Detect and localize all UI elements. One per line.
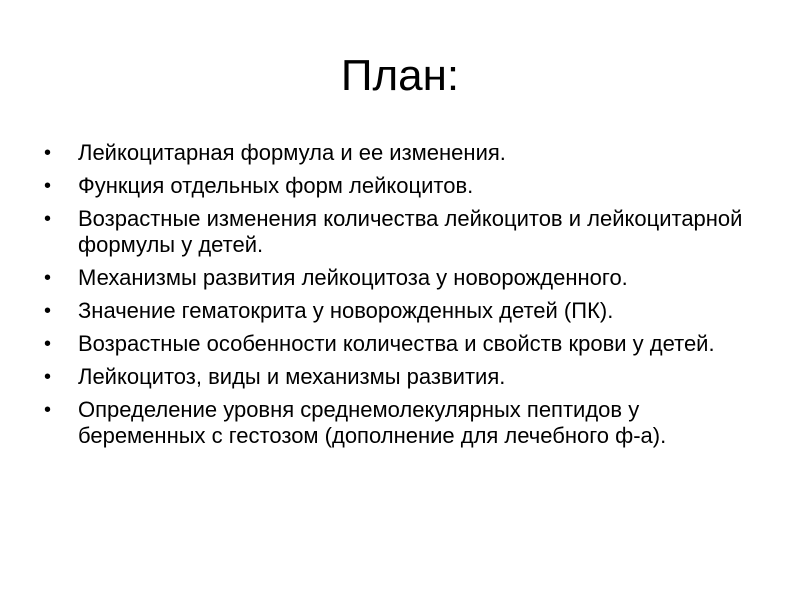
list-item <box>40 364 750 390</box>
list-item-text: Механизмы развития лейкоцитоза у новорожденного. <box>78 265 628 290</box>
bullet-icon: • <box>44 366 52 388</box>
bullet-icon: • <box>44 267 52 289</box>
list-item-text: Лейкоцитоз, виды и механизмы развития. <box>78 364 506 389</box>
list-item-text: Функция отдельных форм лейкоцитов. <box>78 173 474 198</box>
list-item <box>40 140 750 166</box>
list-item <box>40 206 750 258</box>
list-item <box>40 298 750 324</box>
bullet-icon: • <box>44 399 52 421</box>
list-item <box>40 265 750 291</box>
list-item <box>40 173 750 199</box>
list-item <box>40 331 750 357</box>
bullet-icon: • <box>44 175 52 197</box>
list-item-text: Определение уровня среднемолекулярных пептидов у беременных с гестозом (дополнение для лечебного ф-а). <box>78 397 667 448</box>
bullet-list <box>40 140 750 456</box>
list-item-text: Значение гематокрита у новорожденных детей (ПК). <box>78 298 614 323</box>
list-item <box>40 397 750 449</box>
list-item-text: Возрастные особенности количества и свойств крови у детей. <box>78 331 715 356</box>
slide-title: План: <box>340 51 460 100</box>
bullet-icon: • <box>44 333 52 355</box>
bullet-icon: • <box>44 208 52 230</box>
list-item-text: Возрастные изменения количества лейкоцитов и лейкоцитарной формулы у детей. <box>78 206 743 257</box>
list-item-text: Лейкоцитарная формула и ее изменения. <box>78 140 506 165</box>
bullet-icon: • <box>44 300 52 322</box>
bullet-icon: • <box>44 142 52 164</box>
